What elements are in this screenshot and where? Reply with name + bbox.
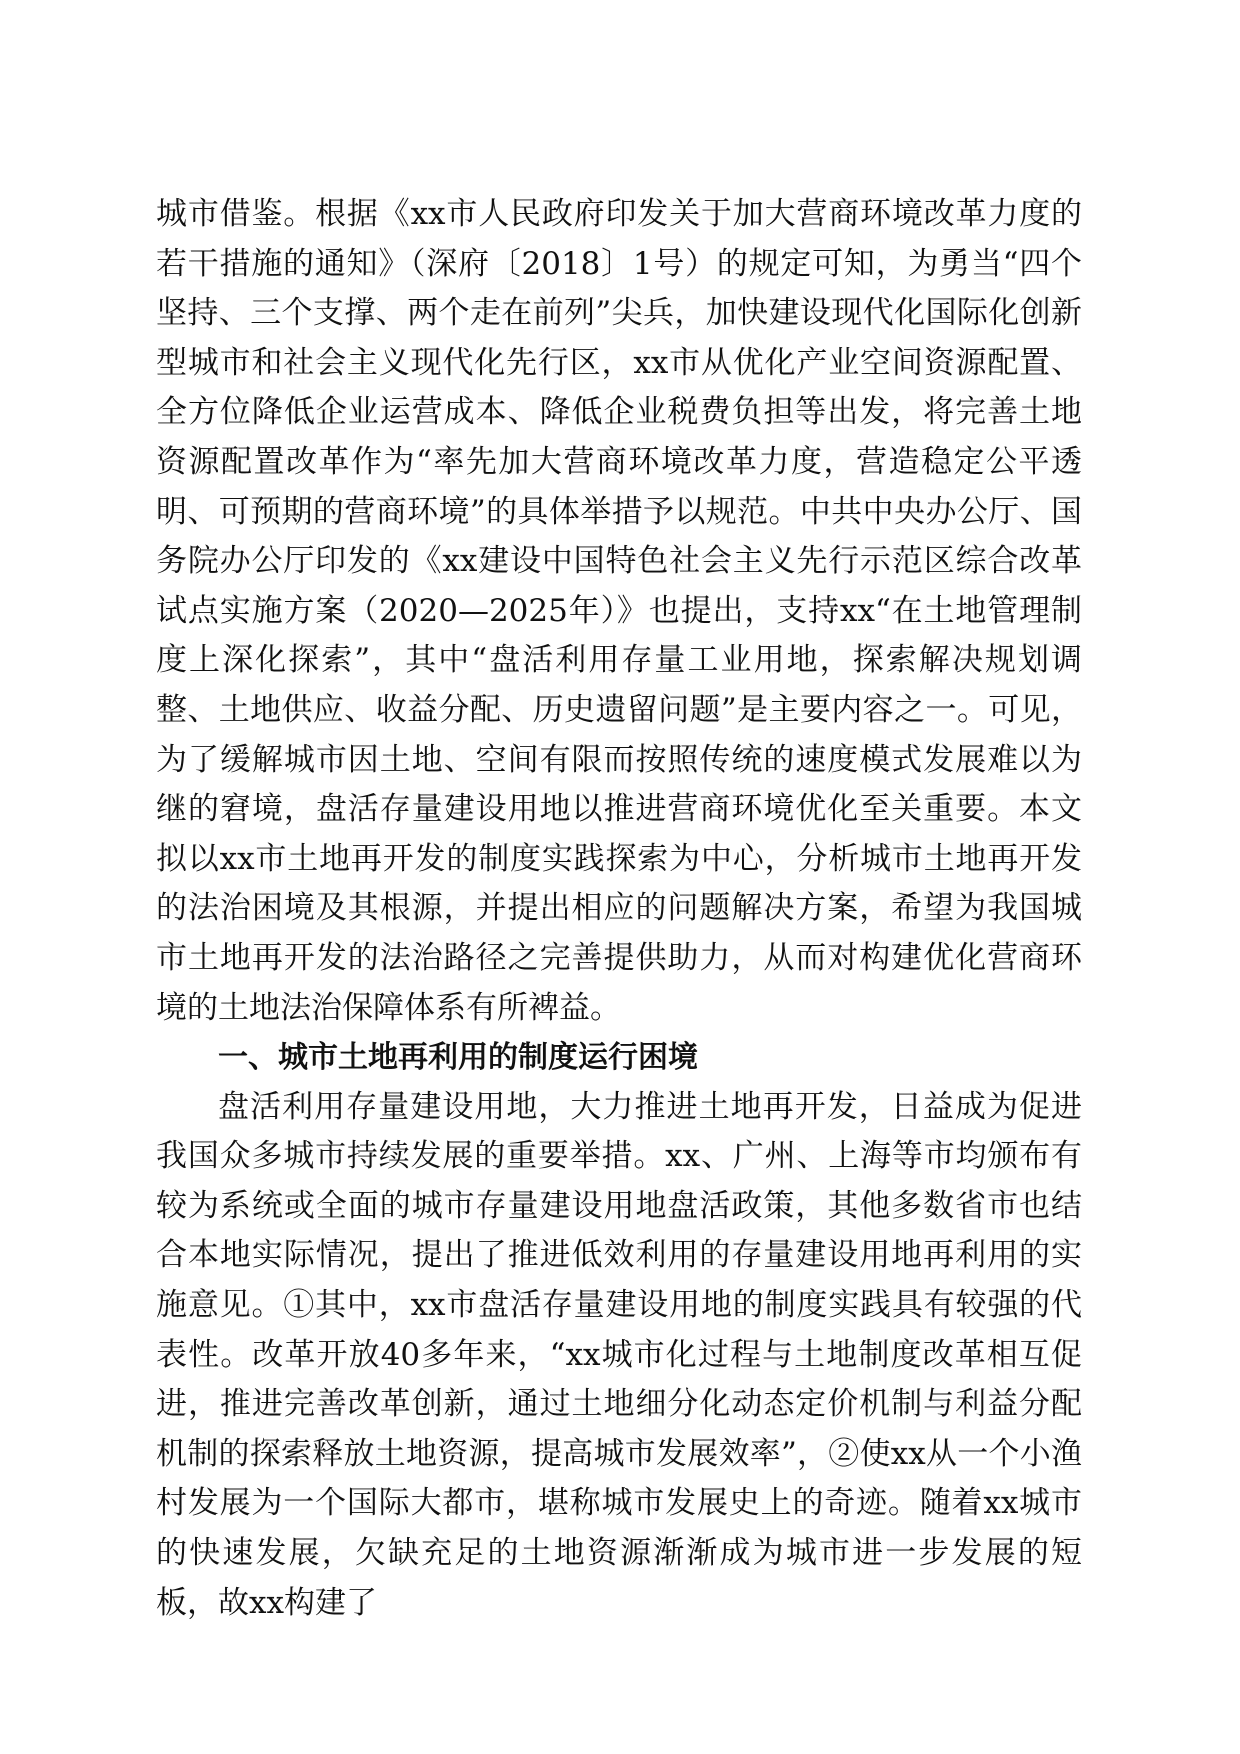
body-text [156,190,1082,1628]
section-heading: 一、城市土地再利用的制度运行困境 [218,1040,698,1076]
paragraph-continuation: 城市借鉴。根据《xx市人民政府印发关于加大营商环境改革力度的若干措施的通知》（深府〔2018〕1号）的规定可知，为勇当“四个坚持、三个支撑、两个走在前列”尖兵，加快建设现代化国际化创新型城市和社会主义现代化先行区，xx市从优化产业空间资源配置、全方位降低企业运营成本、降低企业税费负担等出发，将完善土地资源配置改革作为“率先加大营商环境改革力度，营造稳定公平透明、可预期的营商环境”的具体举措予以规范。中共中央办公厅、国务院办公厅印发的《xx建设中国特色社会主义先行示范区综合改革试点实施方案（2020—2025年）》也提出，支持xx“在土地管理制度上深化探索”，其中“盘活利用存量工业用地，探索解决规划调整、土地供应、收益分配、历史遗留问题”是主要内容之一。可见，为了缓解城市因土地、空间有限而按照传统的速度模式发展难以为继的窘境，盘活存量建设用地以推进营商环境优化至关重要。本文拟以xx市土地再开发的制度实践探索为中心，分析城市土地再开发的法治困境及其根源，并提出相应的问题解决方案，希望为我国城市土地再开发的法治路径之完善提供助力，从而对构建优化营商环境的土地法治保障体系有所裨益。 [156,196,1082,1026]
paragraph-body: 盘活利用存量建设用地，大力推进土地再开发，日益成为促进我国众多城市持续发展的重要举措。xx、广州、上海等市均颁布有较为系统或全面的城市存量建设用地盘活政策，其他多数省市也结合本地实际情况，提出了推进低效利用的存量建设用地再利用的实施意见。①其中，xx市盘活存量建设用地的制度实践具有较强的代表性。改革开放40多年来，“xx城市化过程与土地制度改革相互促进，推进完善改革创新，通过土地细分化动态定价机制与利益分配机制的探索释放土地资源，提高城市发展效率”，②使xx从一个小渔村发展为一个国际大都市，堪称城市发展史上的奇迹。随着xx城市的快速发展，欠缺充足的土地资源渐渐成为城市进一步发展的短板，故xx构建了 [156,1088,1082,1621]
